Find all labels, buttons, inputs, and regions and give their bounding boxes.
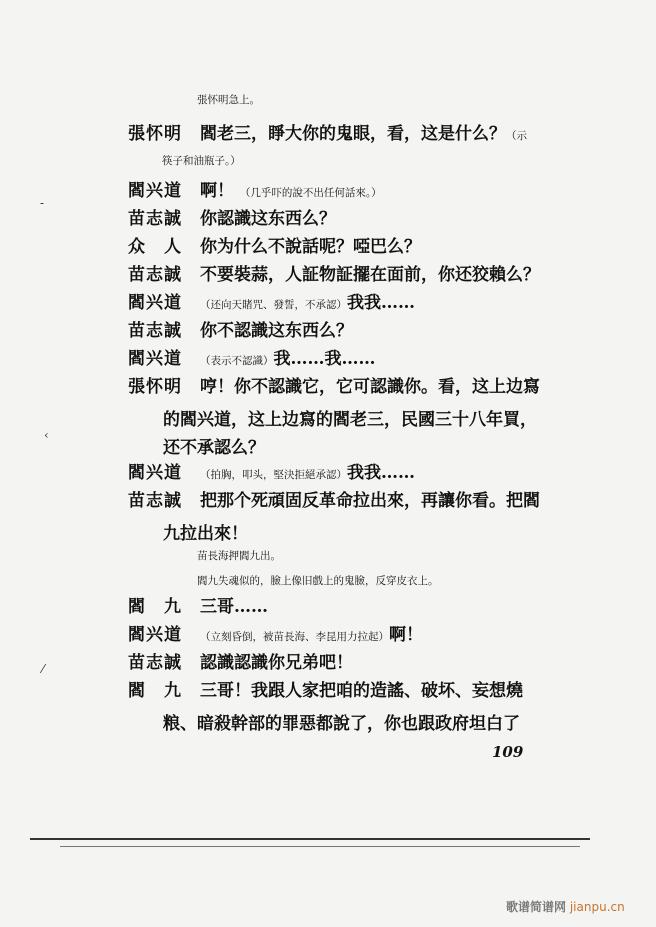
speaker: 閻兴道 <box>128 463 182 483</box>
dialogue-text: 把那个死頑固反革命拉出來，再讓你看。把閻 <box>200 491 540 511</box>
watermark-en: jianpu.cn <box>569 900 625 914</box>
speaker: 閻兴道 <box>128 625 182 645</box>
dialogue-text: 不要裝蒜，人証物証擺在面前，你还狡賴么？ <box>200 265 540 285</box>
scan-mark: ‐ <box>40 196 45 210</box>
stage-note-cont: 筷子和油瓶子。） <box>162 155 241 167</box>
dialogue-text: 你認識这东西么？ <box>200 209 336 229</box>
scan-mark: ‹ <box>44 428 49 442</box>
dialogue-continuation: 九拉出來！ <box>163 524 248 544</box>
dialogue-continuation: 的閻兴道，这上边寫的閻老三，民國三十八年買， <box>163 410 537 430</box>
bottom-rule <box>30 838 590 840</box>
stage-direction: 閻九失魂似的，臉上像旧戲上的鬼臉，反穿皮衣上。 <box>197 575 439 587</box>
page-number: 109 <box>492 743 524 761</box>
speaker: 張怀明 <box>128 377 182 397</box>
stage-note: （几乎吓的說不出任何話來。） <box>239 187 382 199</box>
dialogue-text: 你不認識这东西么？ <box>200 321 353 341</box>
dialogue-text: 三哥！我跟人家把咱的造謠、破坏、妄想燒 <box>200 681 523 701</box>
speaker: 閻 九 <box>128 597 182 617</box>
dialogue-text: 啊！ <box>389 625 423 645</box>
speaker: 閻 九 <box>128 681 182 701</box>
speaker: 閻兴道 <box>128 349 182 369</box>
dialogue-text: 閻老三，睜大你的鬼眼，看，这是什么？ <box>200 124 506 144</box>
speaker: 苗志誠 <box>128 321 182 341</box>
dialogue-text: 啊！ <box>200 181 234 201</box>
stage-note: （示 <box>506 130 527 142</box>
speaker: 苗志誠 <box>128 209 182 229</box>
dialogue-text: 我我…… <box>347 463 415 483</box>
speaker: 众 人 <box>128 237 182 257</box>
speaker: 苗志誠 <box>128 653 182 673</box>
dialogue-text: 三哥…… <box>200 597 268 617</box>
speaker: 苗志誠 <box>128 491 182 511</box>
speaker: 閻兴道 <box>128 181 182 201</box>
speaker: 閻兴道 <box>128 293 182 313</box>
speaker: 張怀明 <box>128 124 182 144</box>
stage-direction: 張怀明急上。 <box>197 94 260 106</box>
stage-note: （立刻昏倒，被苗長海、李昆用力拉起） <box>200 631 389 643</box>
stage-note: （表示不認識） <box>200 355 274 367</box>
stage-note: （拍胸，叩头，堅決拒絕承認） <box>200 469 347 481</box>
watermark-cn: 歌谱简谱网 <box>506 900 567 914</box>
dialogue-text: 我我…… <box>347 293 415 313</box>
speaker: 苗志誠 <box>128 265 182 285</box>
stage-direction: 苗長海押閻九出。 <box>197 550 281 562</box>
dialogue-text: 認識認識你兄弟吧！ <box>200 653 353 673</box>
dialogue-text: 我……我…… <box>273 349 376 369</box>
dialogue-text: 哼！你不認識它，它可認識你。看，这上边寫 <box>200 377 540 397</box>
dialogue-continuation: 还不承認么？ <box>163 438 265 458</box>
bottom-rule-thin <box>60 846 580 847</box>
watermark <box>506 898 625 915</box>
dialogue-continuation: 粮、暗殺幹部的罪惡都說了，你也跟政府坦白了 <box>163 714 520 734</box>
stage-note: （还向天賭咒、發誓，不承認） <box>200 299 347 311</box>
dialogue-text: 你为什么不說話呢？啞巴么？ <box>200 237 421 257</box>
scan-mark: ⁄ <box>42 662 45 676</box>
